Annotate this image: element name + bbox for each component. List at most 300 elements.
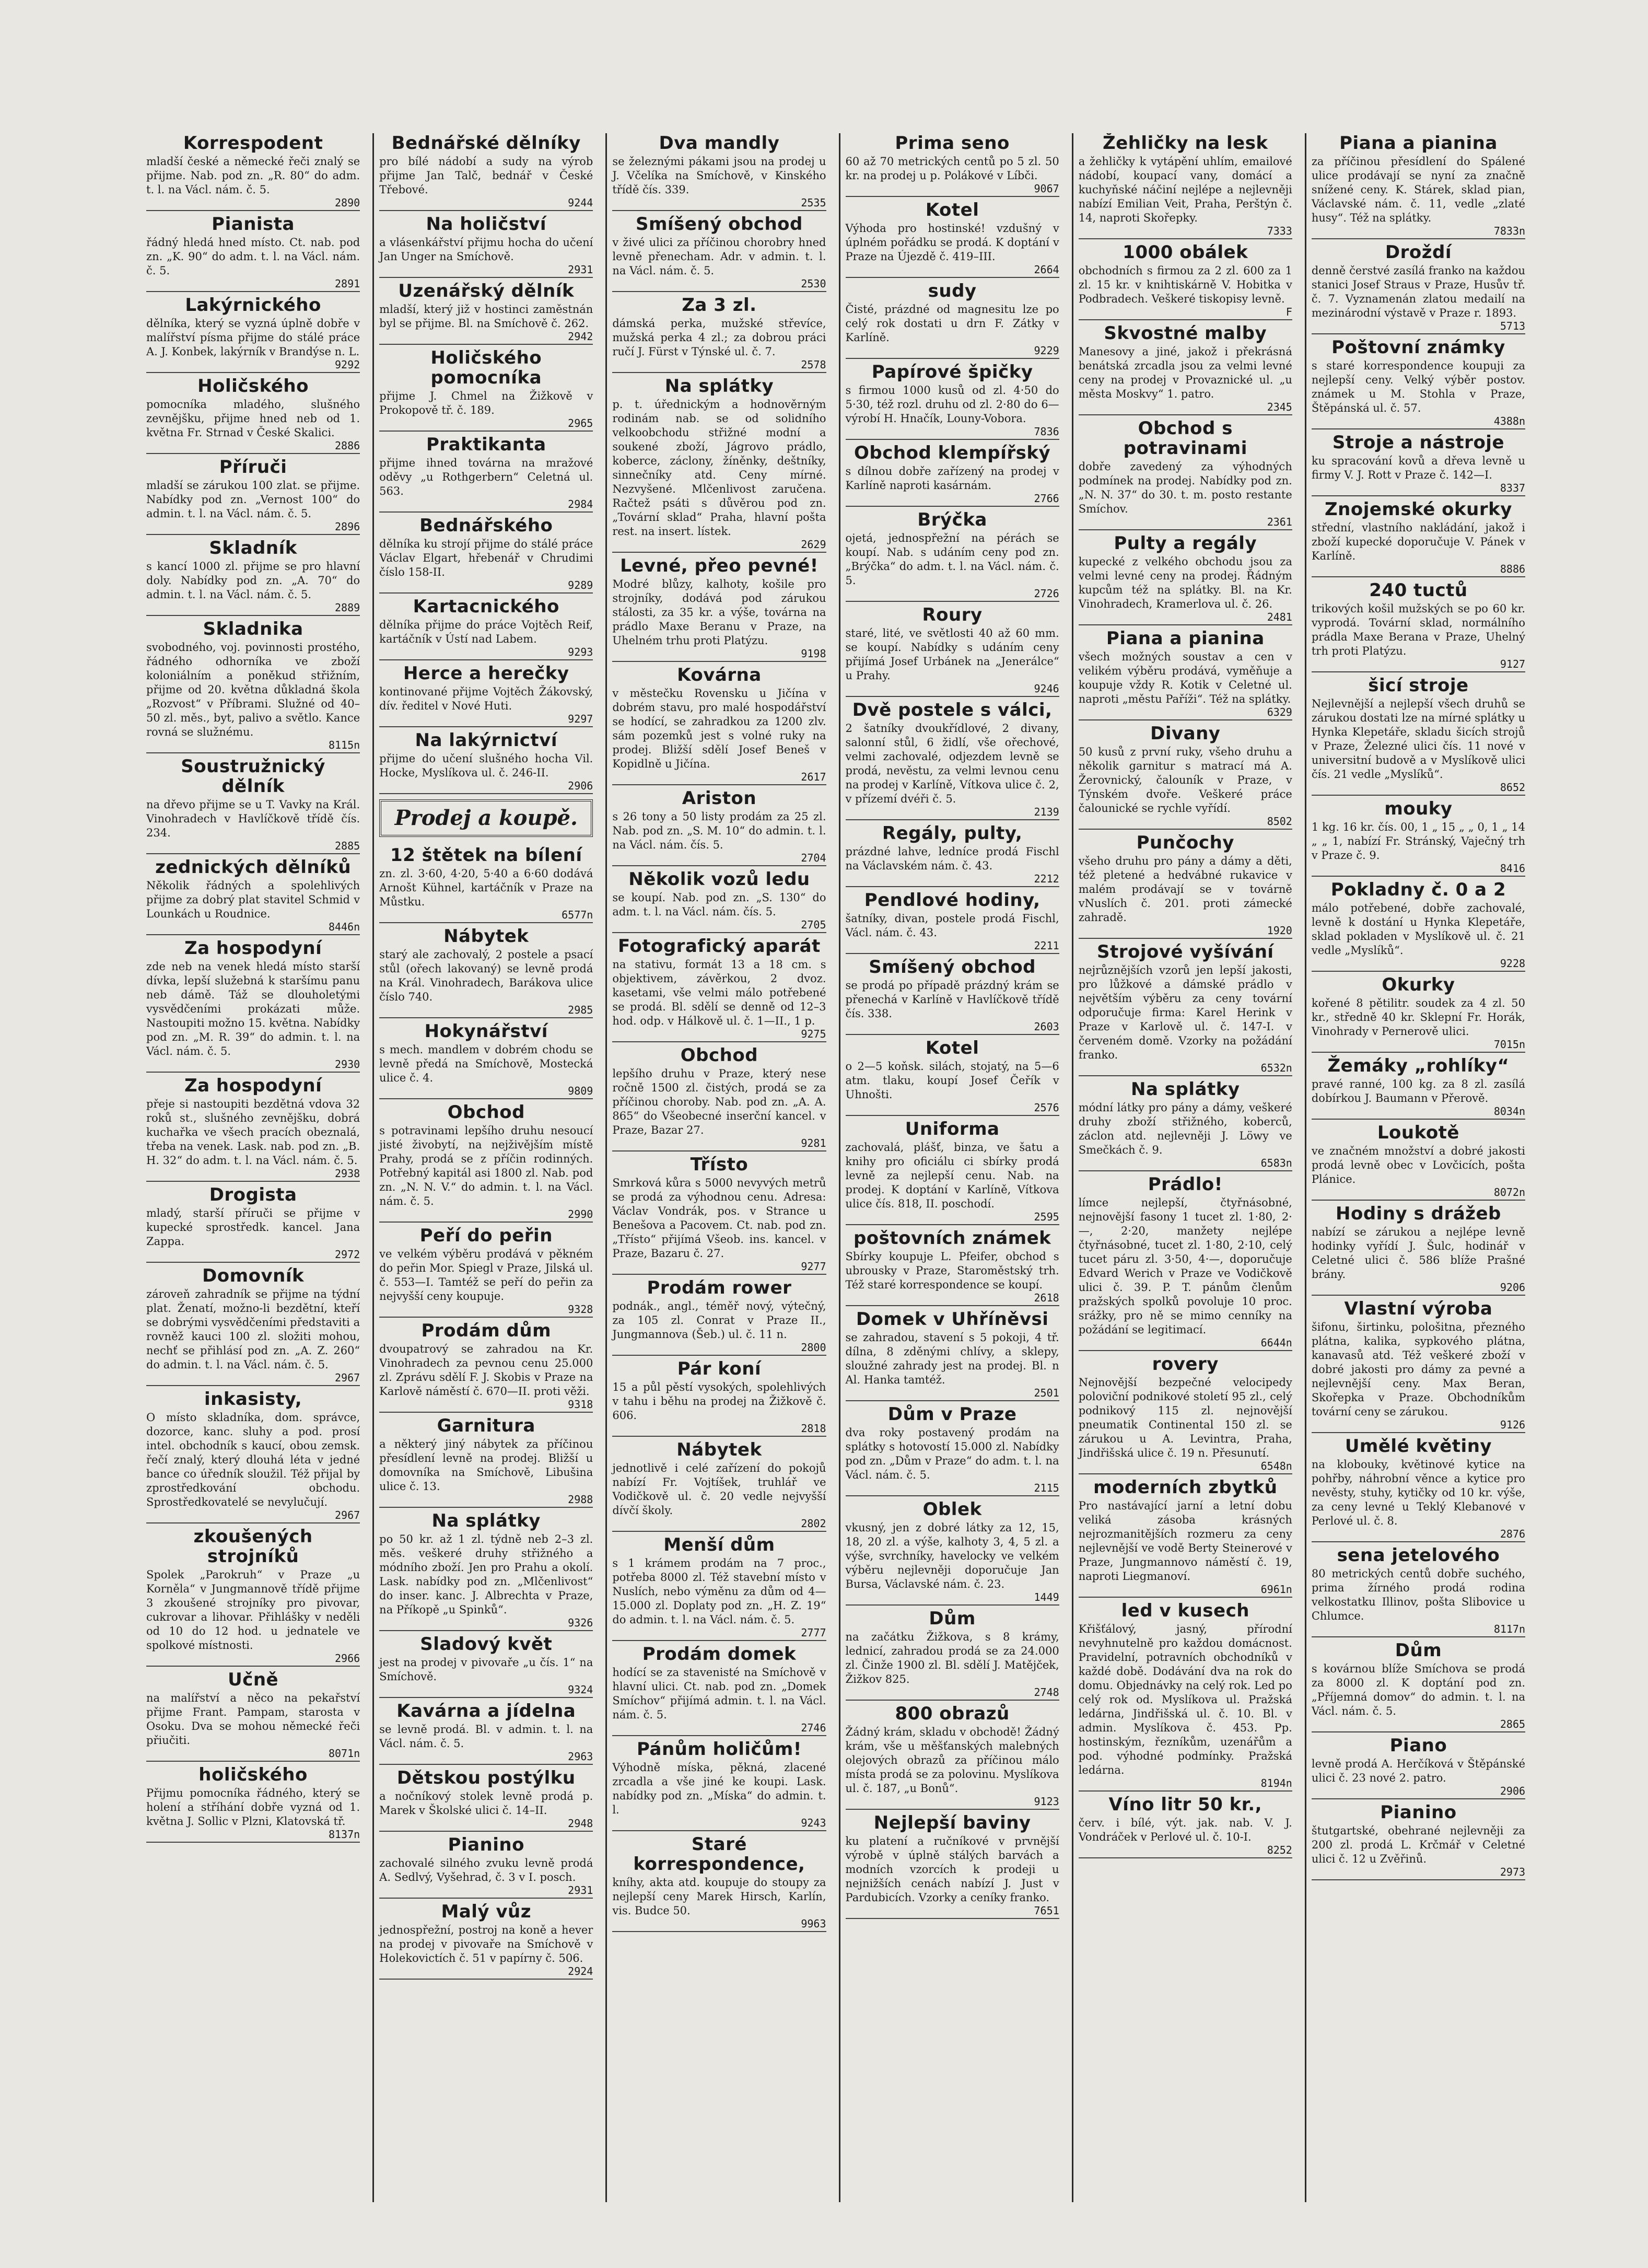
ad-number: 9229 xyxy=(1034,344,1059,357)
ad-heading: Regály, pulty, xyxy=(882,823,1023,844)
ad-number: 9277 xyxy=(801,1260,826,1273)
classified-ad xyxy=(379,1511,593,1631)
ad-heading: Domovník xyxy=(202,1265,305,1286)
classified-ad xyxy=(846,1309,1059,1401)
ad-number: 2906 xyxy=(1500,1785,1526,1797)
ad-body: s 1 krámem prodám na 7 proc., potřeba 8000 zl. Též stavební místo v Nuslích, nebo výměnu za dům od 4—15.000 zl. Doplaty pod zn. „H. Z. 19“ do admin. t. l. na Václ. nám. č. 5. xyxy=(612,1557,826,1626)
ad-body: Výhoda pro hostinské! vzdušný v úplném pořádku se prodá. K doptání v Praze na Újezdě č. 419–III. xyxy=(845,222,1059,263)
ad-body: 80 metrických centů dobře suchého, prima žírného prodá rodina velkostatku Illinov, pošta Slibovice u Chlumce. xyxy=(1311,1567,1526,1622)
ad-body: denně čerstvé zasílá franko na každou stanici Josef Straus v Praze, Husův tř. č. 7. Vyznamenán zlatou medailí na mezinárodní výstavě v Praze r. 1893. xyxy=(1311,264,1526,319)
ad-body: dělníka přijme do práce Vojtěch Reif, kartáčník v Ústí nad Labem. xyxy=(379,619,593,645)
column-3 xyxy=(605,133,831,2202)
classified-ad xyxy=(146,1185,360,1263)
ad-heading: Umělé květiny xyxy=(1345,1436,1492,1457)
classified-ad xyxy=(612,788,826,866)
classified-ad xyxy=(846,1038,1059,1116)
ad-body: Smrková kůra s 5000 nevyvých metrů se prodá za výhodnou cenu. Adresa: Václav Vondrák, pos. v Strance u Benešova a Pacovem. Ct. nab. pod zn. „Třísto“ přijímá Všeob. ins. kancel. v Praze, Bazaru č. 27. xyxy=(612,1177,826,1260)
ad-number: 9228 xyxy=(1500,957,1526,970)
ad-heading: Žehličky na lesk xyxy=(1103,133,1268,154)
ad-heading: rovery xyxy=(1152,1354,1219,1375)
classified-ad xyxy=(1079,1354,1292,1474)
ad-heading: Za 3 zl. xyxy=(682,295,757,316)
ad-number: 2965 xyxy=(568,417,593,429)
ad-heading: Pár koní xyxy=(677,1358,762,1379)
classified-ad xyxy=(379,730,593,794)
ad-number: 9123 xyxy=(1034,1795,1059,1808)
ad-body: dvoupatrový se zahradou na Kr. Vinohradech za pevnou cenu 25.000 zl. Zprávu sdělí F. J. Skobis v Praze na Karlově náměstí č. 670—II. proti věži. xyxy=(379,1343,593,1398)
classified-ad xyxy=(846,1499,1059,1606)
ad-body: kontinované přijme Vojtěch Žákovský, dív. ředitel v Nové Huti. xyxy=(379,685,593,712)
ad-number: 2931 xyxy=(568,263,593,276)
classified-ad xyxy=(1312,1436,1525,1542)
ad-number: 7833n xyxy=(1493,225,1526,237)
ad-number: 7836 xyxy=(1034,425,1059,438)
classified-ad xyxy=(1079,1478,1292,1598)
ad-heading: Nejlepší baviny xyxy=(873,1812,1031,1833)
classified-ad xyxy=(146,619,360,753)
ad-number: 2967 xyxy=(335,1371,360,1384)
classified-ad xyxy=(612,1045,826,1152)
column-6 xyxy=(1305,133,1530,2202)
ad-number: 6961n xyxy=(1260,1583,1292,1596)
ad-number: 2988 xyxy=(568,1493,593,1506)
ad-body: s kovárnou blíže Smíchova se prodá za 8000 zl. K doptání pod zn. „Příjemná domov“ do admin. t. l. na Václ. nám. č. 5. xyxy=(1311,1662,1526,1717)
ad-body: šifonu, širtinku, pološitna, přezného plátna, kalika, sypkového plátna, kanavasů atd. Též veškeré zboží v dobré jakosti pro dámy za pevné a nejlevnější ceny. Max Beran, Skořepka v Praze. Obchodníkům tovární ceny se zárukou. xyxy=(1311,1321,1526,1418)
ad-heading: Bednářského xyxy=(419,515,553,536)
classified-ad xyxy=(146,857,360,935)
ad-body: všeho druhu pro pány a dámy a děti, též pletené a hedvábné rukavice v malém prodávají se v továrně vNuslích č. 201. proti zámecké zahradě. xyxy=(1078,855,1292,924)
ad-heading: Prodám dům xyxy=(421,1320,552,1341)
ad-number: 2802 xyxy=(801,1517,826,1530)
ad-heading: Dům v Praze xyxy=(887,1404,1017,1425)
ad-body: a některý jiný nábytek za příčinou přesídlení levně na prodej. Bližší u domovníka na Smíchově, Libušina ulice č. 13. xyxy=(379,1438,593,1493)
classified-ad xyxy=(612,665,826,785)
ad-body: ve velkém výběru prodává v pěkném do peřin Mor. Spiegl v Praze, Jilská ul. č. 553—I. Tamtéž se peří do peřin za nejvyšší ceny koupuje. xyxy=(379,1248,593,1302)
ad-heading: Roury xyxy=(922,604,983,625)
ad-heading: Uniforma xyxy=(905,1119,1000,1139)
ad-heading: Skvostné malby xyxy=(1104,323,1267,344)
classified-ad xyxy=(379,1835,593,1899)
ad-number: 6532n xyxy=(1260,1062,1292,1074)
ad-heading: Skladnika xyxy=(203,619,303,639)
ad-number: 2942 xyxy=(568,330,593,343)
ad-body: Pro nastávající jarní a letní dobu veliká zásoba krásných nejrozmanitějších rozmeru za ceny nejlevnější ve vodě Berty Steinerové v Praze, Jungmannovo náměstí č. 19, naproti Liegmanoví. xyxy=(1078,1499,1292,1583)
classified-ad xyxy=(1079,724,1292,830)
ad-body: střední, vlastního nakládání, jakož i zboží kupecké doporučuje V. Pánek v Karlíně. xyxy=(1311,521,1526,562)
classified-ad xyxy=(1312,799,1525,877)
ad-body: všech možných soustav a cen v velikém výběru prodává, vyměňuje a koupuje vždy R. Kotik v Celetné ul. naproti „městu Paříži“. Též na splátky. xyxy=(1078,650,1292,705)
classified-ad xyxy=(846,510,1059,602)
ad-number: 2530 xyxy=(801,277,826,290)
ad-number: 9289 xyxy=(568,579,593,591)
classified-ad xyxy=(1079,242,1292,320)
ad-number: 7015n xyxy=(1493,1038,1526,1051)
ad-number: 8652 xyxy=(1500,781,1526,794)
ad-heading: Žemáky „rohlíky“ xyxy=(1327,1055,1510,1076)
classified-ad xyxy=(612,1644,826,1736)
ad-number: 8337 xyxy=(1500,482,1526,494)
classified-ad xyxy=(846,443,1059,507)
classified-ad xyxy=(146,757,360,854)
ad-body: Manesovy a jiné, jakož i překrásná benátská zrcadla jsou za velmi levné ceny na prodej v Provaznické ul. „u města Moskvy“ 1. patro. xyxy=(1078,345,1292,400)
ad-heading: Sladový květ xyxy=(420,1634,553,1655)
ad-number: 2501 xyxy=(1034,1387,1059,1399)
ad-heading: Praktikanta xyxy=(426,434,546,455)
ad-heading: Hokynářství xyxy=(424,1021,548,1042)
ad-heading: Poštovní známky xyxy=(1331,337,1505,358)
ad-heading: Na lakýrnictví xyxy=(415,730,557,751)
ad-heading: Stroje a nástroje xyxy=(1332,432,1505,453)
ad-body: s staré korrespondence koupuji za nejlepší ceny. Velký výběr postov. známek u M. Stohla v Praze, Štěpánská ul. č. 57. xyxy=(1311,359,1526,414)
ad-number: 9206 xyxy=(1500,1281,1526,1294)
ad-heading: Hodiny s drážeb xyxy=(1336,1203,1501,1224)
ad-heading: Pokladny č. 0 a 2 xyxy=(1330,879,1506,900)
classified-ad xyxy=(146,1076,360,1182)
ad-body: se prodá po případě prázdný krám se přenechá v Karlíně v Havlíčkově třídě čís. 338. xyxy=(845,979,1059,1020)
ad-body: přijme J. Chmel na Žižkově v Prokopově tř. č. 189. xyxy=(379,390,593,416)
ad-body: zároveň zahradník se přijme na týdní plat. Ženatí, možno-li bezdětní, kteří se dobrými vysvědčeními představiti a rovněž kauci 100 zl. složiti mohou, nechť se přihlásí pod zn. „A. Z. 260“ do admin. t. l. na Václ. nám. č. 5. xyxy=(146,1288,360,1371)
ad-number: 4388n xyxy=(1493,415,1526,427)
ad-body: 15 a půl pěstí vysokých, spolehlivých v tahu i běhu na prodej na Žižkově č. 606. xyxy=(612,1381,826,1422)
ad-heading: Fotografický aparát xyxy=(618,936,821,957)
ad-body: pomocníka mladého, slušného zevnějšku, přijme hned neb od 1. května Fr. Strnad v České Skalici. xyxy=(146,398,360,439)
ad-heading: Nábytek xyxy=(443,926,529,947)
ad-body: po 50 kr. až 1 zl. týdně neb 2–3 zl. měs. veškeré druhy střižného a módního zboží. Jen pro Prahu a okolí. Lask. nabídky pod zn. „Mlčenlivost“ do inser. kanc. J. Albrechta v Praze, na Příkopě „u Spinků“. xyxy=(379,1533,593,1616)
ad-heading: Bednářské dělníky xyxy=(391,133,581,154)
ad-heading: šicí stroje xyxy=(1368,675,1469,696)
ad-body: na malířství a něco na pekařství přijme Frant. Pampam, starosta v Osoku. Dva se mohou německé řeči přiučiti. xyxy=(146,1692,360,1747)
ad-heading: Loukotě xyxy=(1377,1122,1459,1143)
ad-body: Spolek „Parokruh“ v Praze „u Korněla“ v Jungmannově třídě přijme 3 zkoušené strojníky pro pivovar, cukrovar a lihovar. Přihlášky v neděli od 10 do 12 hod. u jednatele ve spolkové místnosti. xyxy=(146,1568,360,1651)
ad-number: 9275 xyxy=(801,1028,826,1040)
classified-ad xyxy=(146,1765,360,1843)
ad-body: s mech. mandlem v dobrém chodu se levně předá na Smíchově, Mostecká ulice č. 4. xyxy=(379,1043,593,1084)
ad-heading: Pulty a regály xyxy=(1114,533,1257,554)
classified-ad xyxy=(1079,942,1292,1076)
classified-ad xyxy=(379,1902,593,1980)
ad-heading: Učně xyxy=(228,1669,279,1690)
ad-number: F xyxy=(1285,306,1292,318)
ad-body: na začátku Žižkova, s 8 krámy, lednicí, zahradou prodá se za 24.000 zl. Činže 1900 zl. Bl. sdělí J. Matějček, Žižkov 825. xyxy=(845,1631,1059,1685)
ad-body: vkusný, jen z dobré látky za 12, 15, 18, 20 zl. a výše, kalhoty 3, 4, 5 zl. a výše, svrchníky, havelocky ve velkém výběru nejlevněji doporučuje Jan Bursa, Václavské nám. č. 23. xyxy=(845,1521,1059,1590)
ad-heading: Prima seno xyxy=(895,133,1010,154)
ad-body: se železnými pákami jsou na prodej u J. Včelíka na Smíchově, v Kinského třídě čís. 339. xyxy=(612,155,826,196)
ad-heading: Korrespodent xyxy=(183,133,323,154)
ad-body: dobře zavedený za výhodných podmínek na prodej. Nabídky pod zn. „N. N. 37“ do 30. t. m. posto restante Smíchov. xyxy=(1078,460,1292,515)
classified-ad xyxy=(1312,1123,1525,1201)
classified-ad xyxy=(846,890,1059,954)
column-5 xyxy=(1072,133,1298,2202)
ad-heading: Vlastní výroba xyxy=(1344,1298,1493,1319)
classified-ad xyxy=(1079,1795,1292,1858)
ad-heading: Peří do peřin xyxy=(419,1225,553,1246)
classified-ad xyxy=(1079,833,1292,939)
classified-ad xyxy=(846,957,1059,1035)
classified-ad xyxy=(1312,242,1525,334)
ad-body: řádný hledá hned místo. Ct. nab. pod zn. „K. 90“ do adm. t. l. na Václ. nám. č. 5. xyxy=(146,236,360,277)
classified-ad xyxy=(612,1440,826,1532)
classified-ad xyxy=(146,457,360,535)
classified-ad xyxy=(612,1155,826,1275)
classified-ad xyxy=(146,1527,360,1667)
classified-ad xyxy=(846,823,1059,887)
classified-ad xyxy=(379,133,593,211)
ad-heading: Okurky xyxy=(1382,974,1455,995)
classified-ad xyxy=(612,1359,826,1437)
classified-ad xyxy=(612,376,826,553)
ad-heading: Papírové špičky xyxy=(871,362,1033,382)
classified-ad xyxy=(1312,1802,1525,1880)
ad-number: 8117n xyxy=(1493,1623,1526,1635)
ad-heading: Dva mandly xyxy=(659,133,780,154)
classified-ad xyxy=(846,1609,1059,1701)
classified-ad xyxy=(846,700,1059,820)
ad-number: 2664 xyxy=(1034,263,1059,276)
ad-heading: Divany xyxy=(1150,723,1221,744)
ad-number: 6583n xyxy=(1260,1157,1292,1169)
ad-number: 2889 xyxy=(335,601,360,614)
ad-heading: 1000 obálek xyxy=(1123,242,1248,263)
ad-number: 2891 xyxy=(335,277,360,290)
ad-heading: Droždí xyxy=(1385,242,1452,263)
ad-body: 60 až 70 metrických centů po 5 zl. 50 kr. na prodej u p. Polákové v Líbči. xyxy=(845,155,1059,182)
ad-heading: Garnitura xyxy=(437,1415,535,1436)
ad-number: 9244 xyxy=(568,196,593,209)
ad-body: červ. i bílé, výt. jak. nab. V. J. Vondráček v Perlové ul. č. 10-I. xyxy=(1078,1817,1292,1843)
classified-ad xyxy=(146,1670,360,1762)
classified-ad xyxy=(379,1321,593,1413)
ad-heading: Piano xyxy=(1389,1735,1447,1756)
ad-body: podnák., angl., téměř nový, výtečný, za 105 zl. Conrat v Praze II., Jungmannova (Šeb.) ul. č. 11 n. xyxy=(612,1300,826,1341)
ad-number: 2211 xyxy=(1034,939,1059,952)
ad-body: Sbírky koupuje L. Pfeifer, obchod s ubrousky v Praze, Staroměstský trh. Též staré korrespondence se koupí. xyxy=(845,1250,1059,1291)
ad-body: Výhodně míska, pěkná, zlacené zrcadla a vše jiné ke koupi. Lask. nabídky pod zn. „Míska“ do admin. t. l. xyxy=(612,1761,826,1816)
classified-ad xyxy=(379,1021,593,1099)
classified-ad xyxy=(1312,499,1525,577)
ad-number: 8416 xyxy=(1500,862,1526,875)
ad-number: 2890 xyxy=(335,196,360,209)
ad-body: kníhy, akta atd. koupuje do stoupy za nejlepší ceny Marek Hirsch, Karlín, vis. Budce 50. xyxy=(612,1876,826,1917)
ad-heading: led v kusech xyxy=(1121,1600,1249,1621)
ad-heading: Lakýrnického xyxy=(185,295,321,316)
ad-number: 2967 xyxy=(335,1509,360,1521)
ad-heading: Pánům holičům! xyxy=(637,1739,802,1760)
ad-body: jest na prodej v pivovaře „u čís. 1“ na Smíchově. xyxy=(379,1656,593,1683)
classified-ad xyxy=(846,1119,1059,1225)
ad-body: Čisté, prázdné od magnesitu lze po celý rok dostati u drn F. Zátky v Karlíně. xyxy=(845,303,1059,344)
ad-heading: 240 tuctů xyxy=(1369,580,1468,601)
ad-heading: Prodám rower xyxy=(647,1277,792,1298)
ad-body: s potravinami lepšího druhu nesoucí jisté živobytí, na nejživějším místě Prahy, prodá se z příčin rodinných. Potřebný kapitál asi 1800 zl. Nab. pod zn. „N. N. V.“ do admin. t. l. na Václ. nám. č. 5. xyxy=(379,1124,593,1207)
classified-ad xyxy=(612,869,826,933)
ad-heading: Ariston xyxy=(682,788,757,809)
ad-body: pravé ranné, 100 kg. za 8 zl. zasílá dobírkou J. Baumann v Přerově. xyxy=(1311,1078,1526,1104)
classified-ad xyxy=(846,200,1059,278)
ad-number: 9292 xyxy=(335,358,360,371)
ad-heading: holičského xyxy=(198,1764,308,1785)
ad-body: v městečku Rovensku u Jičína v dobrém stavu, pro malé hospodářství se hodící, se zahradkou za 1200 zlv. sám pozemků jest s volné ruky na prodej. Bližší sdělí Josef Beneš v Kopidlně u Jičína. xyxy=(612,687,826,770)
ad-number: 2115 xyxy=(1034,1482,1059,1494)
ad-number: 8115n xyxy=(328,739,360,751)
ad-number: 2595 xyxy=(1034,1211,1059,1223)
ad-heading: inkasisty, xyxy=(204,1389,302,1410)
ad-number: 9328 xyxy=(568,1303,593,1316)
ad-number: 2885 xyxy=(335,840,360,852)
ad-heading: Dvě postele s válci, xyxy=(852,700,1053,720)
ad-number: 2481 xyxy=(1267,611,1292,623)
ad-number: 2726 xyxy=(1034,587,1059,600)
ad-heading: Příruči xyxy=(219,457,287,478)
classified-ad xyxy=(379,1768,593,1832)
ad-heading: Skladník xyxy=(209,538,297,559)
classified-ad xyxy=(146,938,360,1073)
ad-body: Nejnovější bezpečné velocipedy poloviční podnikové století 95 zl., celý podnikový 115 zl. nejnovější pneumatik Continental 150 zl. se zárukou u A. Levintra, Praha, Jindřišská ulice č. 19 n. Přesunutí. xyxy=(1078,1376,1292,1459)
ad-number: 2876 xyxy=(1500,1528,1526,1540)
classified-ad xyxy=(846,281,1059,359)
ad-number: 2748 xyxy=(1034,1686,1059,1699)
ad-body: dělníka, který se vyzná úplně dobře v malířství písma přijme do stálé práce A. J. Konbek, lakýrník v Brandýse n. L. xyxy=(146,317,360,358)
classified-ad xyxy=(146,1266,360,1386)
ad-number: 7333 xyxy=(1267,225,1292,237)
ad-body: Nejlevnější a nejlepší všech druhů se zárukou dostati lze na mírné splátky u Hynka Klepetáře, skladu šicích strojů v Praze, Železné ulici čís. 11 nové v universitní budově a v Myslíkově ulici čís. 21 vedle „Myslíků“. xyxy=(1311,697,1526,781)
ad-number: 2535 xyxy=(801,196,826,209)
ad-heading: Piana a pianina xyxy=(1339,133,1498,154)
ad-heading: zednických dělníků xyxy=(155,857,352,878)
ad-body: se zahradou, stavení s 5 pokoji, 4 tř. dílna, 8 zděnými chlívy, a sklepy, sloužné zahrady jest na prodej. Bl. n Al. Hanka tamtéž. xyxy=(845,1331,1059,1386)
ad-heading: Smíšený obchod xyxy=(869,957,1036,978)
ad-body: přijme do učení slušného hocha Vil. Hocke, Myslíkova ul. č. 246-II. xyxy=(379,752,593,779)
ad-body: se levně prodá. Bl. v admin. t. l. na Václ. nám. č. 5. xyxy=(379,1723,593,1750)
classified-ad xyxy=(846,1813,1059,1919)
classified-ad xyxy=(612,1278,826,1356)
ad-number: 2800 xyxy=(801,1341,826,1354)
ad-body: dělníka ku strojí přijme do stálé práce Václav Elgart, hřebenář v Chrudimi číslo 158-II. xyxy=(379,538,593,578)
ad-body: pro bílé nádobí a sudy na výrob přijme Jan Talč, bednář v České Třebové. xyxy=(379,155,593,196)
ad-body: o 2—5 koňsk. silách, stojatý, na 5—6 atm. tlaku, koupí Josef Čeřík v Uhnošti. xyxy=(845,1060,1059,1101)
ad-heading: Kartacnického xyxy=(413,596,559,617)
ad-body: prázdné lahve, ledníce prodá Fischl na Václavském nám. č. 43. xyxy=(845,845,1059,872)
ad-heading: Obchod s potravinami xyxy=(1123,418,1247,459)
ad-heading: Kovárna xyxy=(677,665,762,685)
ad-number: 8886 xyxy=(1500,563,1526,575)
ad-number: 2931 xyxy=(568,1884,593,1897)
ad-number: 2818 xyxy=(801,1422,826,1435)
ad-number: 9067 xyxy=(1034,182,1059,195)
ad-body: nabízí se zárukou a nejlépe levně hodinky vyřídí J. Šulc, hodinář v Celetné ulici č. 586 blíže Prašné brány. xyxy=(1311,1226,1526,1281)
ad-heading: moderních zbytků xyxy=(1093,1477,1278,1498)
ad-heading: 12 štětek na bílení xyxy=(390,845,582,866)
classified-ad xyxy=(846,605,1059,697)
ad-heading: Za hospodyní xyxy=(184,938,322,959)
ad-number: 1920 xyxy=(1267,924,1292,937)
classified-ad xyxy=(1312,975,1525,1053)
ad-heading: Obchod xyxy=(447,1102,525,1123)
classified-ad xyxy=(1079,323,1292,415)
classified-ad xyxy=(846,362,1059,440)
classified-ad xyxy=(379,1226,593,1318)
ad-number: 2746 xyxy=(801,1722,826,1734)
ad-body: trikových košil mužských se po 60 kr. vyprodá. Tovární sklad, normálního prádla Maxe Berana v Praze, Uhelný trh proti Platýzu. xyxy=(1311,602,1526,657)
classified-ad xyxy=(1312,433,1525,496)
classified-ad xyxy=(1312,676,1525,796)
ad-body: 50 kusů z první ruky, všeho druhu a několik garnitur s matrací má A. Žerovnický, čalouník v Praze, v Týnském dvoře. Veškeré práce čalounické se rychle vyřídí. xyxy=(1078,746,1292,815)
ad-number: 8072n xyxy=(1493,1186,1526,1199)
classified-ad xyxy=(612,133,826,211)
ad-heading: Brýčka xyxy=(917,509,987,530)
ad-heading: Třísto xyxy=(690,1154,749,1175)
ad-number: 2938 xyxy=(335,1167,360,1180)
ad-number: 2966 xyxy=(335,1652,360,1665)
ad-body: na dřevo přijme se u T. Vavky na Král. Vinohradech v Havlíčkově třídě čís. 234. xyxy=(146,798,360,839)
ad-number: 2617 xyxy=(801,771,826,783)
ad-body: ve značném množství a dobré jakosti prodá levně obec v Lovčicích, pošta Plánice. xyxy=(1311,1145,1526,1185)
ad-body: v živé ulici za příčinou chorobry hned levně přenecham. Adr. v admin. t. l. na Václ. nám. č. 5. xyxy=(612,236,826,277)
ad-body: starý ale zachovalý, 2 postele a psací stůl (ořech lakovaný) se levně prodá na Král. Vinohradech, Barákova ulice číslo 740. xyxy=(379,948,593,1003)
ad-heading: Strojové vyšívání xyxy=(1096,941,1274,962)
ad-body: ojetá, jednospřežní na pérách se koupí. Nab. s udáním ceny pod zn. „Brýčka“ do adm. t. l. na Václ. nám. č. 5. xyxy=(845,532,1059,587)
ad-body: kupecké z velkého obchodu jsou za velmi levné ceny na prodej. Řádným kupcům též na splátky. Bl. na Kr. Vinohradech, Kramerlova ul. č. 26. xyxy=(1078,555,1292,610)
ad-number: 2618 xyxy=(1034,1292,1059,1304)
classified-ad xyxy=(846,1228,1059,1306)
classified-ad xyxy=(612,1535,826,1641)
ad-body: mladý, starší příruči se přijme v kupecké sprostředk. kancel. Jana Zappa. xyxy=(146,1207,360,1248)
classified-ad xyxy=(379,1416,593,1508)
ad-heading: Víno litr 50 kr., xyxy=(1108,1794,1263,1815)
classified-ad xyxy=(846,133,1059,197)
ad-heading: Holičského xyxy=(197,376,309,397)
ad-number: 7651 xyxy=(1034,1904,1059,1917)
ad-heading: Nábytek xyxy=(676,1439,762,1460)
section-banner: Prodej a koupě. xyxy=(379,799,593,837)
ad-number: 2896 xyxy=(335,520,360,533)
ad-body: mladší české a německé řeči znalý se přijme. Nab. pod zn. „R. 80“ do adm. t. l. na Václ. nám. č. 5. xyxy=(146,155,360,196)
ad-body: obchodních s firmou za 2 zl. 600 za 1 zl. 15 kr. v knihtiskárně V. Hobitka v Podbradech. Veškeré tiskopisy levně. xyxy=(1078,264,1292,305)
ad-body: s dílnou dobře zařízený na prodej v Karlíně naproti kasárnám. xyxy=(845,465,1059,492)
ad-body: ku platení a ručníkové v prvnější výrobě v úplně stálých barvách a modních vzorcích k prodeji u nejnižších cenách nabízí J. Just v Pardubicích. Vzorky a ceníky franko. xyxy=(845,1835,1059,1904)
classified-ad xyxy=(1079,629,1292,720)
classified-ad xyxy=(379,214,593,278)
ad-body: přeje si nastoupiti bezdětná vdova 32 roků st., slušného zevnějšku, dobrá kuchařka ve všech pracích obeznalá, třeba na venek. Lask. nab. pod zn. „B. H. 32“ do adm. t. l. na Václ. nám. č. 5. xyxy=(146,1098,360,1167)
classified-ad xyxy=(1312,133,1525,239)
ad-heading: sena jetelového xyxy=(1337,1545,1500,1566)
classified-ad xyxy=(379,516,593,594)
ad-heading: Pianino xyxy=(1380,1802,1457,1823)
ad-number: 2705 xyxy=(801,918,826,931)
ad-number: 2990 xyxy=(568,1208,593,1220)
ad-number: 2777 xyxy=(801,1626,826,1639)
ad-body: Několik řádných a spolehlivých přijme za dobrý plat stavitel Schmid v Lounkách u Roudnice. xyxy=(146,879,360,920)
classified-ad xyxy=(146,1389,360,1523)
classified-ad xyxy=(146,295,360,373)
ad-body: mladší, který již v hostinci zaměstnán byl se přijme. Bl. na Smíchově č. 262. xyxy=(379,303,593,330)
ad-number: 2985 xyxy=(568,1004,593,1016)
ad-body: s kancí 1000 zl. přijme se pro hlavní doly. Nabídky pod zn. „A. 70“ do admin. t. l. na Václ. nám. č. 5. xyxy=(146,560,360,601)
ad-number: 2603 xyxy=(1034,1020,1059,1033)
classified-ad xyxy=(612,295,826,373)
ad-heading: 800 obrazů xyxy=(895,1703,1010,1724)
classified-ad xyxy=(146,133,360,211)
ad-body: O místo skladníka, dom. správce, dozorce, kanc. sluhy a pod. prosí intel. obchodník s kaucí, obou zemsk. řečí znalý, který dlouhá léta v jedné bance co úředník sloužil. Též přijal by zprostředkování obchodu. Sprostředkovatelé se nevylučují. xyxy=(146,1411,360,1508)
classified-ad xyxy=(146,214,360,292)
ad-body: šatníky, divan, postele prodá Fischl, Václ. nám. č. 43. xyxy=(845,912,1059,939)
ad-number: 9963 xyxy=(801,1917,826,1930)
ad-heading: Prodám domek xyxy=(642,1644,797,1665)
ad-heading: Kotel xyxy=(925,1038,979,1059)
ad-body: ku spracování kovů a dřeva levně u firmy V. J. Rott v Praze č. 142—I. xyxy=(1311,455,1526,481)
ad-body: nejrůznějších vzorů jen lepší jakosti, pro lůžkové a dámské prádlo v největším výběru za ceny tovární odporučuje firma: Karel Herink v Praze v Karlově ul. č. 147-I. v červeném domě. Vzorky na požádání franko. xyxy=(1078,964,1292,1061)
classified-ad xyxy=(379,664,593,727)
ad-number: 2948 xyxy=(568,1817,593,1830)
